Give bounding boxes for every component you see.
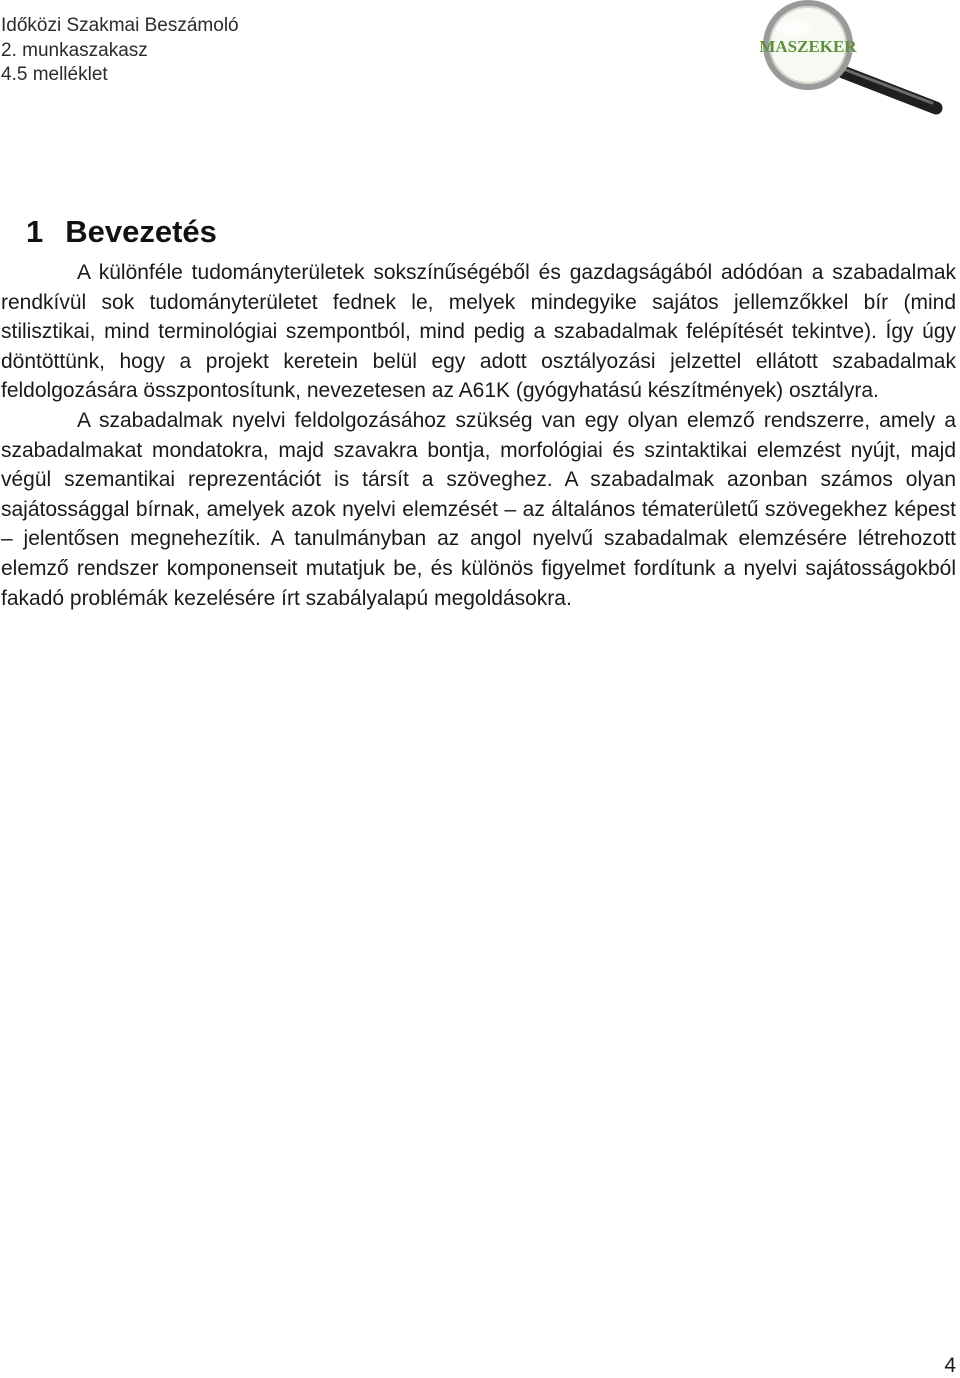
paragraph-analyzer: A szabadalmak nyelvi feldolgozásához szükség van egy olyan elemző rendszerre, amely a szabadalmakat mondatokra, majd szavakra bontja, morfológiai és szintaktikai elemzést nyújt, majd végül szemantikai reprezentációt is társít a szöveghez. A szabadalmak azonban számos olyan sajátossággal bírnak, amelyek azok nyelvi elemzését – az általános tématerületű szövegekhez képest – jelentősen megnehezítik. A tanulmányban az angol nyelvű szabadalmak elemzésére létrehozott elemző rendszer komponenseit mutatjuk be, és különös figyelmet fordítunk a nyelvi sajátosságokból fakadó problémák kezelésére írt szabályalapú megoldásokra. [1,408,956,610]
maszeker-logo [750,0,950,120]
paragraph-intro: A különféle tudományterületek sokszínűségéből és gazdagságából adódóan a szabadalmak rendkívül sok tudományterületet fednek le, melyek mindegyike sajátos jellemzőkkel bír (mind stilisztikai, mind terminológiai szempontból, mind pedig a szabadalmak felépítését tekintve). Így úgy döntöttünk, hogy a projekt keretein belül egy adott osztályozási jelzettel ellátott szabadalmak feldolgozására összpontosítunk, nevezetesen az A61K (gyógyhatású készítmények) osztályra. [1,261,956,403]
logo-wordmark: MASZEKER [759,37,857,56]
section-heading [26,212,217,252]
section-number: 1 [26,214,44,249]
body-text [1,258,956,613]
section-title: Bevezetés [65,214,217,249]
header-report-title: Időközi Szakmai Beszámoló [1,15,239,36]
header-appendix: 4.5 melléklet [1,64,108,85]
header-work-phase: 2. munkaszakasz [1,39,148,61]
running-header [1,14,239,88]
page-number: 4 [944,1354,956,1377]
